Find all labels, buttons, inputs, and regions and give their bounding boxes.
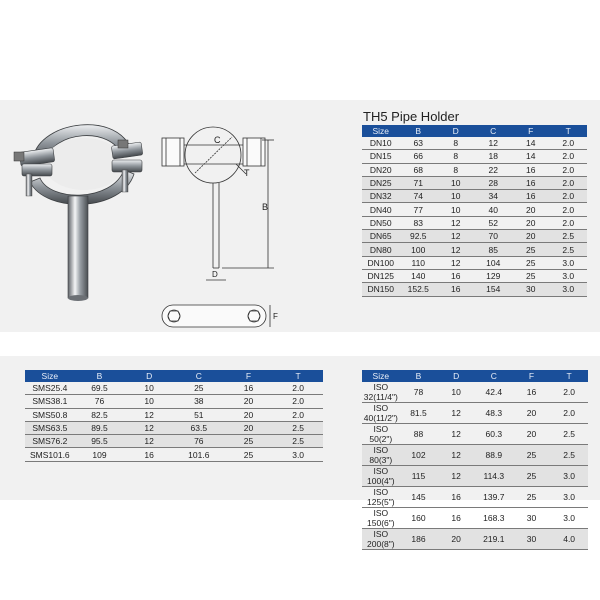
table-cell: 8 bbox=[437, 137, 475, 150]
table-cell: 25 bbox=[512, 256, 550, 269]
table-row bbox=[362, 403, 588, 424]
table-header-row bbox=[362, 370, 588, 382]
table-cell: 16 bbox=[512, 163, 550, 176]
table-cell: 12 bbox=[437, 256, 475, 269]
table-cell: DN15 bbox=[362, 150, 400, 163]
pipe-holder-photo bbox=[14, 125, 143, 301]
column-header: T bbox=[550, 370, 588, 382]
table-cell: 20 bbox=[512, 216, 550, 229]
table-cell: 60.3 bbox=[475, 424, 513, 445]
column-header: B bbox=[400, 125, 438, 137]
table-cell: SMS50.8 bbox=[25, 408, 75, 421]
table-cell: DN50 bbox=[362, 216, 400, 229]
column-header: C bbox=[475, 125, 513, 137]
table-cell: 68 bbox=[400, 163, 438, 176]
table-row bbox=[25, 408, 323, 421]
table-cell: 20 bbox=[513, 424, 551, 445]
table-cell: 66 bbox=[400, 150, 438, 163]
table-cell: 168.3 bbox=[475, 508, 513, 529]
table-cell: ISO 100(4") bbox=[362, 466, 400, 487]
column-header: F bbox=[512, 125, 550, 137]
table-cell: SMS76.2 bbox=[25, 435, 75, 448]
table-cell: 139.7 bbox=[475, 487, 513, 508]
table-cell: 102 bbox=[400, 445, 438, 466]
label-d: D bbox=[212, 270, 218, 279]
table-row bbox=[362, 382, 588, 403]
table-cell: DN100 bbox=[362, 256, 400, 269]
table-cell: 12 bbox=[437, 424, 475, 445]
table-cell: 20 bbox=[224, 408, 274, 421]
table-row bbox=[362, 176, 587, 189]
table-cell: 2.5 bbox=[550, 243, 588, 256]
iso-size-table bbox=[362, 370, 588, 550]
table-cell: 2.5 bbox=[550, 230, 588, 243]
table-row bbox=[362, 230, 587, 243]
table-row bbox=[362, 216, 587, 229]
table-cell: 8 bbox=[437, 163, 475, 176]
table-cell: 25 bbox=[512, 269, 550, 282]
table-cell: 78 bbox=[400, 382, 438, 403]
table-cell: 129 bbox=[475, 269, 513, 282]
table-header-row bbox=[25, 370, 323, 382]
table-row bbox=[362, 283, 587, 296]
table-cell: 12 bbox=[124, 421, 174, 434]
table-cell: 16 bbox=[437, 283, 475, 296]
table-cell: ISO 40(11/2") bbox=[363, 403, 398, 423]
table-row bbox=[362, 190, 587, 203]
table-cell: 2.0 bbox=[550, 203, 588, 216]
table-row bbox=[362, 256, 587, 269]
table-cell: 16 bbox=[512, 190, 550, 203]
table-cell: 3.0 bbox=[550, 283, 588, 296]
table-cell: ISO 32(11/4") bbox=[363, 382, 398, 402]
table-cell: 160 bbox=[400, 508, 438, 529]
table-cell: 140 bbox=[400, 269, 438, 282]
column-header: B bbox=[400, 370, 438, 382]
table-cell: 2.0 bbox=[550, 190, 588, 203]
table-cell: 154 bbox=[475, 283, 513, 296]
table-cell: 12 bbox=[437, 445, 475, 466]
table-cell: 104 bbox=[475, 256, 513, 269]
column-header: Size bbox=[362, 125, 400, 137]
table-cell: 63.5 bbox=[174, 421, 224, 434]
label-b: B bbox=[262, 202, 269, 212]
table-cell: 3.0 bbox=[550, 466, 588, 487]
table-cell: 92.5 bbox=[400, 230, 438, 243]
table-row bbox=[25, 435, 323, 448]
table-cell: 40 bbox=[475, 203, 513, 216]
table-cell: 77 bbox=[400, 203, 438, 216]
table-cell: 219.1 bbox=[475, 529, 513, 550]
table-cell: DN125 bbox=[362, 269, 400, 282]
table-cell: 2.0 bbox=[273, 408, 323, 421]
table-cell: 83 bbox=[400, 216, 438, 229]
table-cell: 74 bbox=[400, 190, 438, 203]
column-header: T bbox=[550, 125, 588, 137]
table-cell: 25 bbox=[513, 487, 551, 508]
table-cell: 2.5 bbox=[273, 435, 323, 448]
table-cell: DN150 bbox=[362, 283, 400, 296]
table-cell: 3.0 bbox=[550, 256, 588, 269]
table-cell: 14 bbox=[512, 150, 550, 163]
table-cell: 2.0 bbox=[550, 150, 588, 163]
table-cell: ISO 200(8") bbox=[362, 529, 400, 550]
table-cell: 3.0 bbox=[550, 508, 588, 529]
table-row bbox=[362, 269, 587, 282]
table-cell: 69.5 bbox=[75, 382, 125, 395]
table-cell: 48.3 bbox=[475, 403, 513, 424]
table-cell: 152.5 bbox=[400, 283, 438, 296]
column-header: C bbox=[174, 370, 224, 382]
table-cell: DN80 bbox=[362, 243, 400, 256]
sms-size-table bbox=[25, 370, 323, 462]
table-cell: 2.5 bbox=[550, 424, 588, 445]
table-cell: ISO 80(3") bbox=[362, 445, 400, 466]
table-row bbox=[362, 163, 587, 176]
table-row bbox=[362, 203, 587, 216]
table-cell: 10 bbox=[437, 382, 475, 403]
table-cell: 2.0 bbox=[550, 216, 588, 229]
table-cell: 20 bbox=[437, 529, 475, 550]
table-cell: 76 bbox=[75, 395, 125, 408]
table-row bbox=[25, 395, 323, 408]
table-cell: 34 bbox=[475, 190, 513, 203]
table-cell: ISO 50(2") bbox=[362, 424, 400, 445]
table-cell: 42.4 bbox=[475, 382, 513, 403]
table-cell: 30 bbox=[512, 283, 550, 296]
table-cell: 38 bbox=[174, 395, 224, 408]
label-f: F bbox=[273, 312, 278, 321]
table-cell: 114.3 bbox=[475, 466, 513, 487]
table-cell: 70 bbox=[475, 230, 513, 243]
column-header: C bbox=[475, 370, 513, 382]
table-cell: 2.0 bbox=[550, 176, 588, 189]
table-cell: 89.5 bbox=[75, 421, 125, 434]
table-cell: 10 bbox=[124, 382, 174, 395]
table-cell: 8 bbox=[437, 150, 475, 163]
table-row bbox=[362, 466, 588, 487]
column-header: F bbox=[513, 370, 551, 382]
table-cell: 145 bbox=[400, 487, 438, 508]
table-cell: 2.0 bbox=[550, 403, 588, 424]
table-cell: 2.0 bbox=[550, 382, 588, 403]
column-header: F bbox=[224, 370, 274, 382]
table-row bbox=[362, 424, 588, 445]
table-cell: 30 bbox=[513, 529, 551, 550]
table-cell: 2.0 bbox=[550, 137, 588, 150]
table-cell: 12 bbox=[124, 435, 174, 448]
table-row bbox=[362, 150, 587, 163]
table-cell: 2.0 bbox=[550, 163, 588, 176]
table-cell: 63 bbox=[400, 137, 438, 150]
column-header: Size bbox=[362, 370, 400, 382]
table-cell: ISO 125(5") bbox=[362, 487, 400, 508]
table-cell: 16 bbox=[437, 269, 475, 282]
table-cell: 186 bbox=[400, 529, 438, 550]
table-cell: 22 bbox=[475, 163, 513, 176]
table-cell: SMS63.5 bbox=[25, 421, 75, 434]
table-cell: 30 bbox=[513, 508, 551, 529]
table-cell: 10 bbox=[437, 190, 475, 203]
table-cell: 71 bbox=[400, 176, 438, 189]
table-cell: 88.9 bbox=[475, 445, 513, 466]
label-c: C bbox=[214, 135, 221, 145]
table-cell: 95.5 bbox=[75, 435, 125, 448]
column-header: D bbox=[124, 370, 174, 382]
product-drawing bbox=[0, 100, 360, 332]
column-header: D bbox=[437, 370, 475, 382]
table-cell: 20 bbox=[512, 230, 550, 243]
table-cell: 52 bbox=[475, 216, 513, 229]
table-cell: 20 bbox=[224, 421, 274, 434]
table-cell: 3.0 bbox=[550, 487, 588, 508]
table-cell: 3.0 bbox=[550, 269, 588, 282]
table-cell: 25 bbox=[513, 466, 551, 487]
table-cell: ISO 150(6") bbox=[362, 508, 400, 529]
table-cell: 18 bbox=[475, 150, 513, 163]
table-row bbox=[362, 487, 588, 508]
table-cell: 16 bbox=[437, 508, 475, 529]
table-cell: DN32 bbox=[362, 190, 400, 203]
table-cell: 12 bbox=[437, 403, 475, 424]
table-row bbox=[362, 243, 587, 256]
table-cell: 76 bbox=[174, 435, 224, 448]
table-cell: 28 bbox=[475, 176, 513, 189]
table-cell: 109 bbox=[75, 448, 125, 461]
column-header: B bbox=[75, 370, 125, 382]
table-cell: 85 bbox=[475, 243, 513, 256]
table-cell: 25 bbox=[224, 448, 274, 461]
table-cell: 25 bbox=[512, 243, 550, 256]
table-cell: 16 bbox=[224, 382, 274, 395]
table-cell: 2.0 bbox=[273, 395, 323, 408]
table-cell: SMS25.4 bbox=[25, 382, 75, 395]
label-t: T bbox=[244, 168, 250, 178]
table-cell: DN25 bbox=[362, 176, 400, 189]
table-cell: 2.0 bbox=[273, 382, 323, 395]
column-header: Size bbox=[25, 370, 75, 382]
table-row bbox=[25, 421, 323, 434]
table-cell: 88 bbox=[400, 424, 438, 445]
column-header: T bbox=[273, 370, 323, 382]
table-cell: 4.0 bbox=[550, 529, 588, 550]
table-row bbox=[362, 529, 588, 550]
table-row bbox=[25, 382, 323, 395]
table-row bbox=[362, 508, 588, 529]
table-cell: SMS38.1 bbox=[25, 395, 75, 408]
table-cell: 20 bbox=[513, 403, 551, 424]
table-header-row bbox=[362, 125, 587, 137]
table-cell: 115 bbox=[400, 466, 438, 487]
table-cell: 2.5 bbox=[550, 445, 588, 466]
table-cell: 16 bbox=[513, 382, 551, 403]
table-cell: 25 bbox=[513, 445, 551, 466]
table-cell: 20 bbox=[512, 203, 550, 216]
table-cell: 101.6 bbox=[174, 448, 224, 461]
table-cell: 16 bbox=[124, 448, 174, 461]
table-cell: 2.5 bbox=[273, 421, 323, 434]
table-cell: 81.5 bbox=[400, 403, 438, 424]
table-cell: 16 bbox=[512, 176, 550, 189]
table-row bbox=[25, 448, 323, 461]
table-cell: 10 bbox=[124, 395, 174, 408]
table-cell: 12 bbox=[437, 230, 475, 243]
table-cell: DN20 bbox=[362, 163, 400, 176]
table-cell: 110 bbox=[400, 256, 438, 269]
table-cell: 12 bbox=[437, 243, 475, 256]
dimension-drawing bbox=[162, 127, 274, 327]
table-cell: 10 bbox=[437, 176, 475, 189]
table-cell: 12 bbox=[475, 137, 513, 150]
table-row bbox=[362, 445, 588, 466]
table-cell: 82.5 bbox=[75, 408, 125, 421]
column-header: D bbox=[437, 125, 475, 137]
table-cell: DN40 bbox=[362, 203, 400, 216]
table-cell: 12 bbox=[124, 408, 174, 421]
table-cell: 25 bbox=[174, 382, 224, 395]
table-cell: 16 bbox=[437, 487, 475, 508]
table-cell: 25 bbox=[224, 435, 274, 448]
table-cell: 100 bbox=[400, 243, 438, 256]
product-title: TH5 Pipe Holder bbox=[363, 109, 460, 124]
table-cell: DN65 bbox=[362, 230, 400, 243]
dn-size-table bbox=[362, 125, 587, 297]
table-row bbox=[362, 137, 587, 150]
table-cell: 10 bbox=[437, 203, 475, 216]
table-cell: 3.0 bbox=[273, 448, 323, 461]
table-cell: 14 bbox=[512, 137, 550, 150]
table-cell: 12 bbox=[437, 216, 475, 229]
table-cell: 20 bbox=[224, 395, 274, 408]
table-cell: 51 bbox=[174, 408, 224, 421]
table-cell: 12 bbox=[437, 466, 475, 487]
table-cell: SMS101.6 bbox=[25, 448, 75, 461]
table-cell: DN10 bbox=[362, 137, 400, 150]
